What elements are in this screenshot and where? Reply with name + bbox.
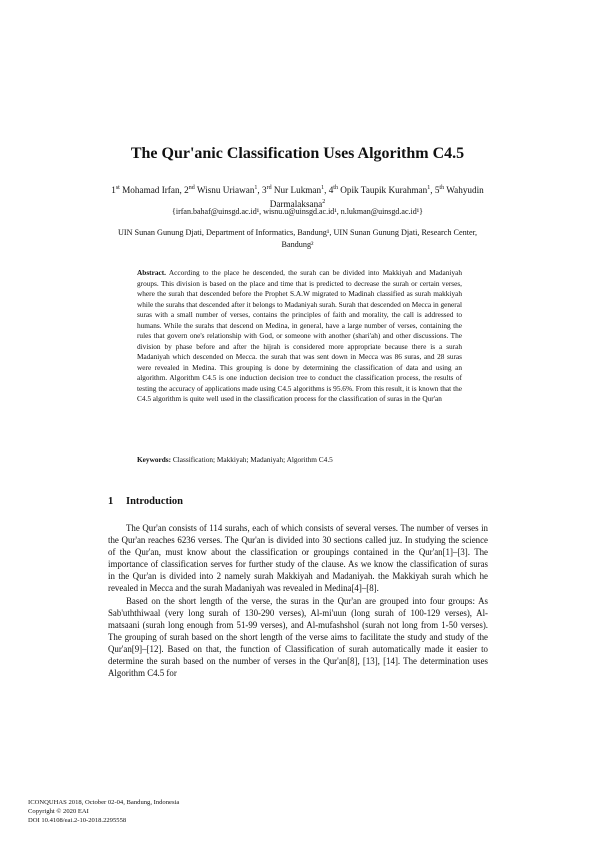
section-heading [108,496,183,507]
author-emails: {irfan.bahaf@uinsgd.ac.id¹, wisnu.u@uinsgd.ac.id¹, n.lukman@uinsgd.ac.id¹} [172,207,423,216]
section-title: Introduction [126,496,183,507]
section-number: 1 [108,496,114,507]
keywords-text: Classification; Makkiyah; Madaniyah; Algorithm C4.5 [172,455,333,464]
author: , 3rd Nur Lukman$^1$ [257,185,325,196]
keywords [137,455,462,464]
paragraph: Based on the short length of the verse, the suras in the Qur'an are grouped into four groups: As Sab'uththiwaal (very long surah of 130-290 verses), Al-mi'uun (long surah of 100-129 verses), Al-matsaani (surah long enough from 51-99 verses), and Al-mufashshol (surah not long from 1-50 verses). The grouping of surah based on the short length of the verse aims to facilitate the study and study of the Qur'an[9]–[12]. Based on that, the function of Classification of surah automatically made it easier to determine the surah based on the number of verses in the Qur'an[8], [13], [14]. The determination uses Algorithm C4.5 for [108,595,488,679]
abstract-text: According to the place he descended, the surah can be divided into Makkiyah and Madaniyah groups. This division is based on the place and time that is predicted to decrease the surah or certain verses, where the surah that descended before the Prophet S.A.W migrated to Madinah classified as surah makkiyah while the surahs that descended after it belongs to Madaniyah surah. Surah that descended on Mecca in general suras with a small number of verses, contains the principles of faith and morality, the call is addressed to humans. While the surahs that descend on Medina, in general, have a large number of verses, containing the rules that govern one's relationship with God, or someone with another (shari'ah) and other discussions. The division by phase before and after the hijrah is considered more appropriate because there is a surah Madaniyah which descended on Mecca. the surah that was sent down in Mecca was 86 suras, and 28 suras were revealed in Medina. This grouping is done by determining the classification of data and using an algorithm. Algorithm C4.5 is one induction decision tree to conduct the classification process, the results of testing the accuracy of applications made using C4.5 algorithms is 95.6%. From this result, it is known that the C4.5 algorithm is quite well used in the classification process for the classification of suras in the Qur'an [137,268,462,403]
author: 1st Mohamad Irfan, [111,185,185,196]
body-text [108,522,488,679]
author-list [110,182,485,210]
abstract [137,268,462,405]
author: 2nd Wisnu Uriawan$^1$ [184,185,258,196]
footer-copyright: Copyright © 2020 EAI [28,808,89,815]
footer-doi: DOI 10.4108/eai.2-10-2018.2295558 [28,817,127,824]
paragraph: The Qur'an consists of 114 surahs, each of which consists of several verses. The number of verses in the Qur'an reaches 6236 verses. The Qur'an is divided into 30 sections called juz. In studying the science of the Qur'an, must know about the classification or groupings contained in the Qur'an[1]–[3]. The importance of classification serves for further study of the clause. As we know the classification of suras in the Qur'an is divided into 2 namely surah Makkiyah and Madaniyah. the Makkiyah surah which he revealed in Mecca and the surah Madaniyah was revealed in Medina[4]–[8]. [108,523,488,594]
author: , 4th Opik Taupik Kurahman$^1$ [324,185,431,196]
abstract-label: Abstract. [137,268,166,277]
page-footer [28,798,179,825]
footer-conference: ICONQUHAS 2018, October 02-04, Bandung, Indonesia [28,799,180,806]
keywords-label: Keywords: [137,455,172,464]
author: , 5th Wahyudin Darmalaksana$^2$ [269,185,484,210]
paper-title: The Qur'anic Classification Uses Algorithm C4.5 [130,145,465,162]
affiliation: UIN Sunan Gunung Djati, Department of Informatics, Bandung¹, UIN Sunan Gunung Djati, Research Center, Bandung² [117,228,478,249]
